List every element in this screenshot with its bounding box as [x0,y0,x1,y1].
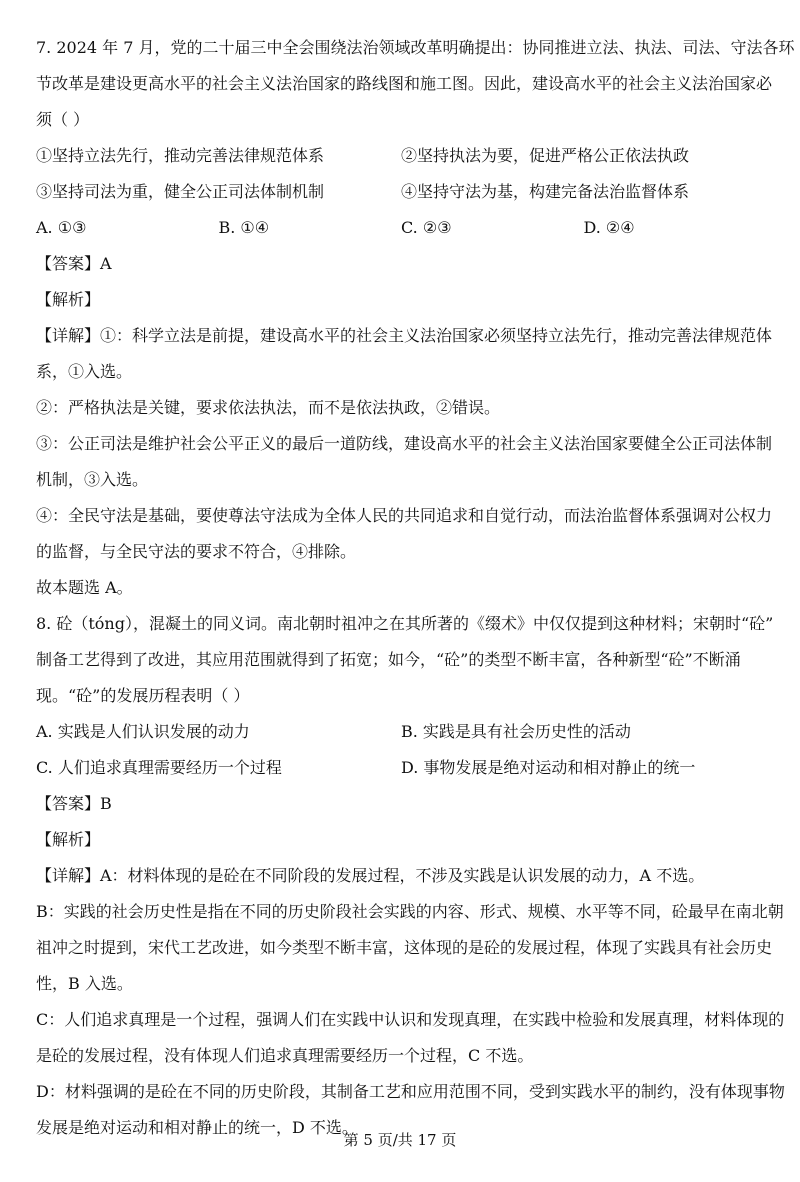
document-page [36,30,795,1146]
question-7-detail-line-5: 机制，③入选。 [36,470,149,489]
question-8-detail-line-4: 性，B 入选。 [36,974,133,993]
question-8-detail-line-1: 【详解】A：材料体现的是砼在不同阶段的发展过程，不涉及实践是认识发展的动力，A 不选。 [36,866,705,885]
question-7-answer: 【答案】A [36,254,112,273]
question-7-stem-line-3: 须（ ） [36,110,90,129]
question-8-detail-line-5: C：人们追求真理是一个过程，强调人们在实践中认识和发现真理，在实践中检验和发展真理，材料体现的 [36,1010,785,1029]
question-7-analysis-label: 【解析】 [36,290,101,309]
page-footer: 第 5 页/共 17 页 [343,1131,457,1149]
option-a: A. 实践是人们认识发展的动力 [36,722,250,741]
question-8-answer: 【答案】B [36,794,112,813]
question-7-detail-line-7: 的监督，与全民守法的要求不符合，④排除。 [36,542,357,561]
question-7-conclusion: 故本题选 A。 [36,578,133,597]
question-7-detail-line-3: ②：严格执法是关键，要求依法执法，而不是依法执政，②错误。 [36,398,501,417]
question-8-detail-line-2: B：实践的社会历史性是指在不同的历史阶段社会实践的内容、形式、规模、水平等不同，砼最早在南北朝 [36,902,784,921]
statement-3: ③坚持司法为重，健全公正司法体制机制 [36,182,325,201]
question-7-statements-row-2 [36,174,766,210]
question-7-detail-line-6: ④：全民守法是基础，要使尊法守法成为全体人民的共同追求和自觉行动，而法治监督体系强调对公权力 [36,506,773,525]
statement-2: ②坚持执法为要，促进严格公正依法执政 [401,146,690,165]
question-8-stem-line-3: 现。“砼”的发展历程表明（ ） [36,686,250,705]
question-8-detail-line-7: D：材料强调的是砼在不同的历史阶段，其制备工艺和应用范围不同，受到实践水平的制约，没有体现事物 [36,1082,785,1101]
statement-1: ①坚持立法先行，推动完善法律规范体系 [36,146,325,165]
option-d: D. 事物发展是绝对运动和相对静止的统一 [401,758,696,777]
question-7-detail-line-4: ③：公正司法是维护社会公平正义的最后一道防线，建设高水平的社会主义法治国家要健全公正司法体制 [36,434,773,453]
option-c: C. ②③ [401,218,452,237]
question-7-detail-line-2: 系，①入选。 [36,362,133,381]
statement-4: ④坚持守法为基，构建完备法治监督体系 [401,182,690,201]
option-c: C. 人们追求真理需要经历一个过程 [36,758,282,777]
question-7 [36,30,795,606]
option-d: D. ②④ [583,218,635,237]
question-7-stem-line-2: 节改革是建设更高水平的社会主义法治国家的路线图和施工图。因此，建设高水平的社会主义法治国家必 [36,74,773,93]
question-7-detail-line-1: 【详解】①：科学立法是前提，建设高水平的社会主义法治国家必须坚持立法先行，推动完善法律规范体 [36,326,773,345]
question-8-options-row-2 [36,750,766,786]
option-b: B. ①④ [218,218,270,237]
question-8-detail-line-6: 是砼的发展过程，没有体现人们追求真理需要经历一个过程，C 不选。 [36,1046,534,1065]
option-b: B. 实践是具有社会历史性的活动 [401,722,631,741]
question-7-stem-line-1: 7. 2024 年 7 月，党的二十届三中全会围绕法治领域改革明确提出：协同推进立法、执法、司法、守法各环 [36,38,795,57]
question-8-stem-line-1: 8. 砼（tóng），混凝土的同义词。南北朝时祖冲之在其所著的《缀术》中仅仅提到这种材料；宋朝时“砼” [36,614,774,633]
question-8-stem-line-2: 制备工艺得到了改进，其应用范围就得到了拓宽；如今，“砼”的类型不断丰富，各种新型“砼”不断涌 [36,650,741,669]
question-8-detail-line-8: 发展是绝对运动和相对静止的统一，D 不选。 [36,1118,358,1137]
question-8 [36,606,785,1146]
question-8-detail-line-3: 祖冲之时提到，宋代工艺改进，如今类型不断丰富，这体现的是砼的发展过程，体现了实践具有社会历史 [36,938,773,957]
question-8-options-row-1 [36,714,766,750]
question-7-statements-row-1 [36,138,766,174]
question-8-analysis-label: 【解析】 [36,830,101,849]
option-a: A. ①③ [36,218,87,237]
question-7-options [36,210,766,246]
